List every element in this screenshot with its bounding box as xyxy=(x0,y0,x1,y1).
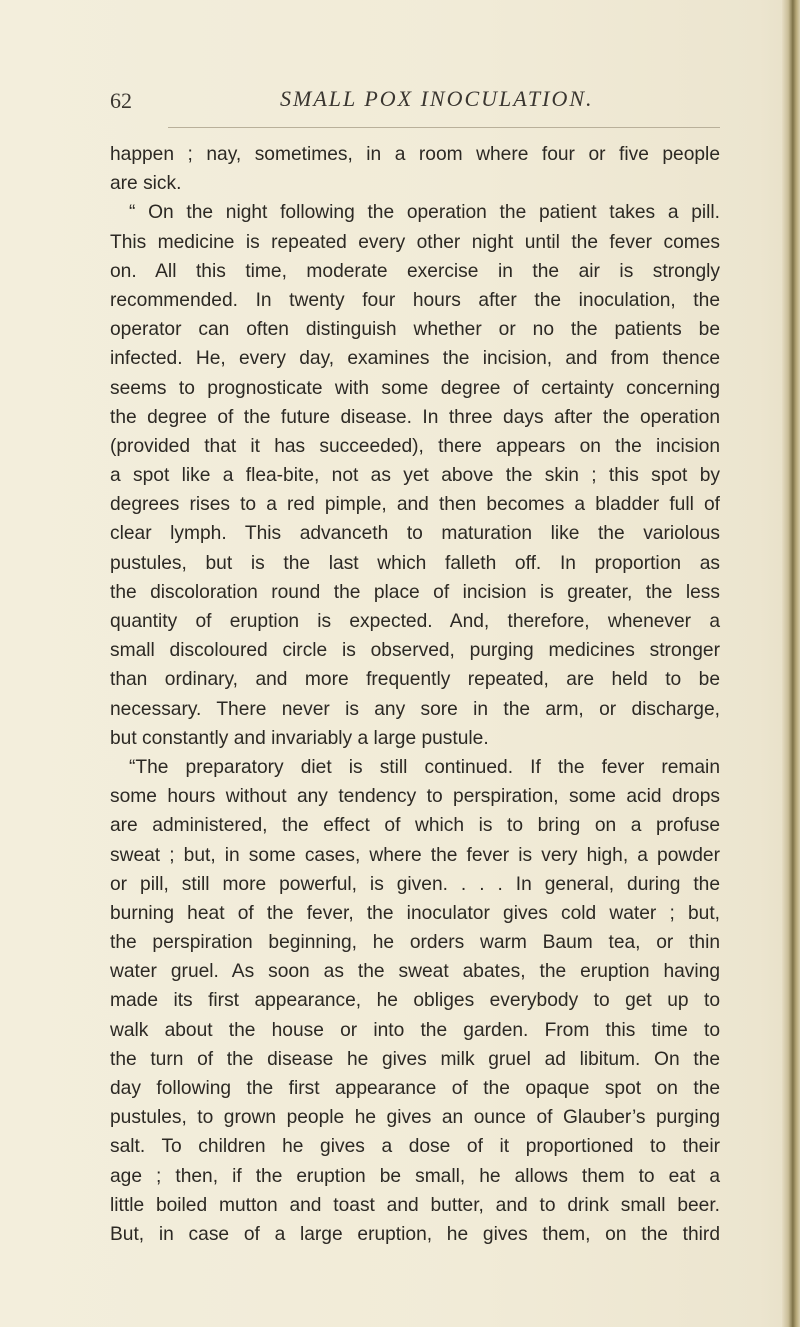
running-title: SMALL POX INOCULATION. xyxy=(280,86,594,111)
text-line: “ On the night following the operation the patient takes a pill. xyxy=(129,202,720,224)
text-line: on. All this time, moderate exercise in the air is strongly xyxy=(110,260,720,282)
text-line: water gruel. As soon as the sweat abates, the eruption having xyxy=(110,961,720,983)
page-header xyxy=(110,86,710,120)
text-line: operator can often distinguish whether or no the patients be xyxy=(110,319,720,341)
text-line: degrees rises to a red pimple, and then becomes a bladder full of xyxy=(110,494,720,516)
text-line: day following the first appearance of the opaque spot on the xyxy=(110,1078,720,1099)
text-line: age ; then, if the eruption be small, he allows them to eat a xyxy=(110,1165,720,1187)
text-line: are administered, the effect of which is to bring on a profuse xyxy=(110,815,720,837)
text-line: seems to prognosticate with some degree of certainty concerning xyxy=(110,377,720,399)
text-line: a spot like a flea-bite, not as yet above the skin ; this spot by xyxy=(110,465,720,487)
text-line: the degree of the future disease. In three days after the operation xyxy=(110,406,720,428)
body-text xyxy=(110,140,720,1249)
text-line: the turn of the disease he gives milk gruel ad libitum. On the xyxy=(110,1048,720,1070)
text-line: happen ; nay, sometimes, in a room where four or five people xyxy=(110,144,720,165)
text-line: small discoloured circle is observed, purging medicines stronger xyxy=(110,640,720,662)
text-line: sweat ; but, in some cases, where the fever is very high, a powder xyxy=(110,844,720,866)
text-line: infected. He, every day, examines the incision, and from thence xyxy=(110,348,720,370)
header-rule xyxy=(168,127,720,128)
text-line: the perspiration beginning, he orders warm Baum tea, or thin xyxy=(110,932,720,954)
text-line: recommended. In twenty four hours after the inoculation, the xyxy=(110,289,720,311)
text-line: salt. To children he gives a dose of it proportioned to their xyxy=(110,1136,720,1158)
text-line: made its first appearance, he obliges everybody to get up to xyxy=(110,990,720,1012)
text-line: than ordinary, and more frequently repeated, are held to be xyxy=(110,669,720,691)
text-line: quantity of eruption is expected. And, therefore, whenever a xyxy=(110,611,720,632)
text-line: necessary. There never is any sore in the arm, or discharge, xyxy=(110,698,720,720)
text-line: walk about the house or into the garden. From this time to xyxy=(110,1019,720,1041)
text-line: “The preparatory diet is still continued. If the fever remain xyxy=(129,756,720,778)
text-line: or pill, still more powerful, is given. . . . In general, during the xyxy=(110,873,720,895)
text-line: This medicine is repeated every other night until the fever comes xyxy=(110,231,720,253)
text-line: But, in case of a large eruption, he gives them, on the third xyxy=(110,1223,720,1245)
text-line: burning heat of the fever, the inoculator gives cold water ; but, xyxy=(110,902,720,924)
text-line: the discoloration round the place of incision is greater, the less xyxy=(110,581,720,603)
text-line: (provided that it has succeeded), there appears on the incision xyxy=(110,435,720,457)
text-line: are sick. xyxy=(110,173,182,195)
text-line: pustules, but is the last which falleth off. In proportion as xyxy=(110,552,720,574)
text-line: little boiled mutton and toast and butter, and to drink small beer. xyxy=(110,1194,720,1216)
text-line: clear lymph. This advanceth to maturation like the variolous xyxy=(110,523,720,545)
text-line: some hours without any tendency to perspiration, some acid drops xyxy=(110,786,720,808)
page-number: 62 xyxy=(110,88,132,113)
text-line: but constantly and invariably a large pustule. xyxy=(110,727,489,749)
text-line: pustules, to grown people he gives an ounce of Glauber’s purging xyxy=(110,1107,720,1129)
page-edge-shadow xyxy=(782,0,800,1327)
